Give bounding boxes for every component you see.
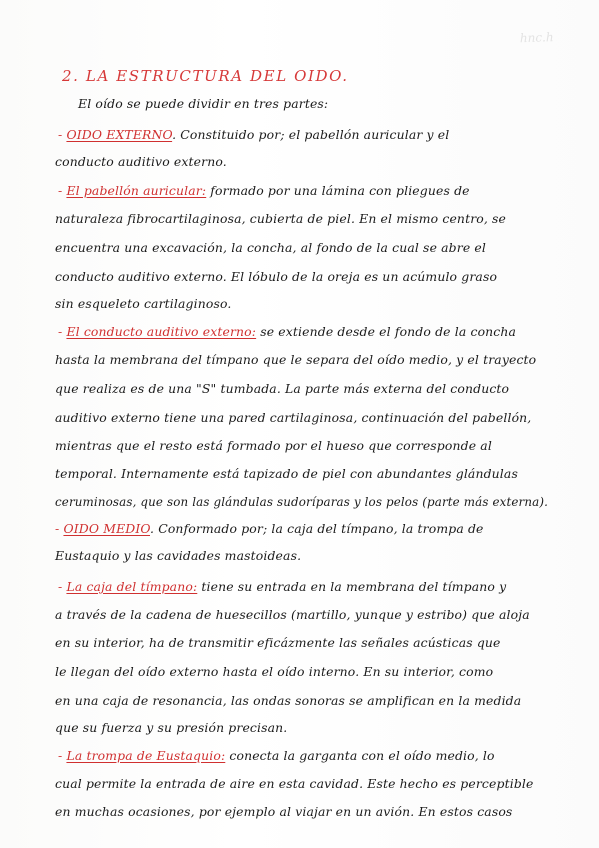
text-fragment: . Conformado por; la caja del tímpano, la trompa de — [150, 521, 484, 536]
handwritten-line — [55, 693, 521, 708]
handwritten-line — [78, 96, 328, 111]
bleed-through-text: hnc.h — [519, 30, 554, 46]
handwritten-line — [55, 494, 548, 509]
handwritten-line — [55, 607, 530, 622]
handwritten-line — [55, 381, 509, 396]
text-fragment: tiene su entrada en la membrana del tímpano y — [197, 579, 507, 594]
heading-fragment: - — [58, 324, 67, 339]
heading-fragment: OIDO MEDIO — [63, 521, 151, 536]
text-fragment: a través de la cadena de huesecillos (martillo, yunque y estribo) que aloja — [55, 607, 530, 622]
text-fragment: Eustaquio y las cavidades mastoideas. — [55, 548, 302, 563]
handwritten-line — [55, 635, 501, 650]
handwritten-line — [55, 466, 518, 481]
text-fragment: le llegan del oído externo hasta el oído interno. En su interior, como — [55, 664, 494, 679]
text-fragment: sin esqueleto cartilaginoso. — [55, 296, 232, 311]
handwritten-line — [55, 804, 512, 819]
heading-fragment: El pabellón auricular: — [66, 183, 207, 198]
handwritten-line — [55, 352, 536, 367]
handwritten-line — [55, 720, 287, 735]
handwritten-line — [55, 269, 497, 284]
text-fragment: en una caja de resonancia, las ondas sonoras se amplifican en la medida — [55, 693, 522, 708]
heading-fragment: La trompa de Eustaquio: — [66, 748, 226, 763]
heading-fragment: OIDO EXTERNO — [66, 127, 173, 142]
handwritten-line — [55, 240, 486, 255]
text-fragment: . Constituido por; el pabellón auricular y el — [172, 127, 450, 142]
text-fragment: en muchas ocasiones, por ejemplo al viajar en un avión. En estos casos — [55, 804, 513, 819]
text-fragment: se extiende desde el fondo de la concha — [256, 324, 517, 339]
text-fragment: conducto auditivo externo. — [55, 154, 227, 169]
handwritten-line — [55, 521, 484, 536]
handwritten-line — [55, 154, 227, 169]
handwritten-line — [55, 296, 231, 311]
section-title: 2. LA ESTRUCTURA DEL OIDO. — [62, 67, 349, 85]
heading-fragment: - — [55, 521, 64, 536]
text-fragment: hasta la membrana del tímpano que le separa del oído medio, y el trayecto — [55, 352, 537, 367]
text-fragment: que realiza es de una "S" tumbada. La parte más externa del conducto — [55, 381, 510, 396]
heading-fragment: El conducto auditivo externo: — [66, 324, 257, 339]
text-fragment: mientras que el resto está formado por el hueso que corresponde al — [55, 438, 492, 453]
handwritten-line — [55, 410, 531, 425]
heading-fragment: - — [58, 579, 67, 594]
text-fragment: ceruminosas, que son las glándulas sudoríparas y los pelos (parte más externa). — [55, 494, 549, 509]
text-fragment: cual permite la entrada de aire en esta cavidad. Este hecho es perceptible — [55, 776, 534, 791]
text-fragment: conducto auditivo externo. El lóbulo de la oreja es un acúmulo graso — [55, 269, 498, 284]
text-fragment: naturaleza fibrocartilaginosa, cubierta de piel. En el mismo centro, se — [55, 211, 507, 226]
handwritten-line — [55, 548, 301, 563]
handwritten-line — [58, 183, 470, 198]
handwritten-line — [55, 438, 492, 453]
text-fragment: en su interior, ha de transmitir eficázmente las señales acústicas que — [55, 635, 501, 650]
text-fragment: El oído se puede dividir en tres partes: — [78, 96, 329, 111]
text-fragment: que su fuerza y su presión precisan. — [55, 720, 288, 735]
heading-fragment: - — [58, 127, 67, 142]
handwritten-line — [58, 127, 449, 142]
handwritten-line — [55, 776, 534, 791]
handwritten-line — [55, 664, 493, 679]
text-fragment: temporal. Internamente está tapizado de piel con abundantes glándulas — [55, 466, 518, 481]
text-fragment: formado por una lámina con pliegues de — [206, 183, 470, 198]
text-fragment: auditivo externo tiene una pared cartilaginosa, continuación del pabellón, — [55, 410, 532, 425]
handwritten-line — [58, 579, 506, 594]
handwritten-line — [58, 324, 516, 339]
heading-fragment: - — [58, 748, 67, 763]
handwritten-line — [55, 211, 506, 226]
handwritten-line — [58, 748, 495, 763]
text-fragment: encuentra una excavación, la concha, al fondo de la cual se abre el — [55, 240, 486, 255]
heading-fragment: - — [58, 183, 67, 198]
text-fragment: conecta la garganta con el oído medio, lo — [225, 748, 495, 763]
heading-fragment: La caja del tímpano: — [66, 579, 198, 594]
